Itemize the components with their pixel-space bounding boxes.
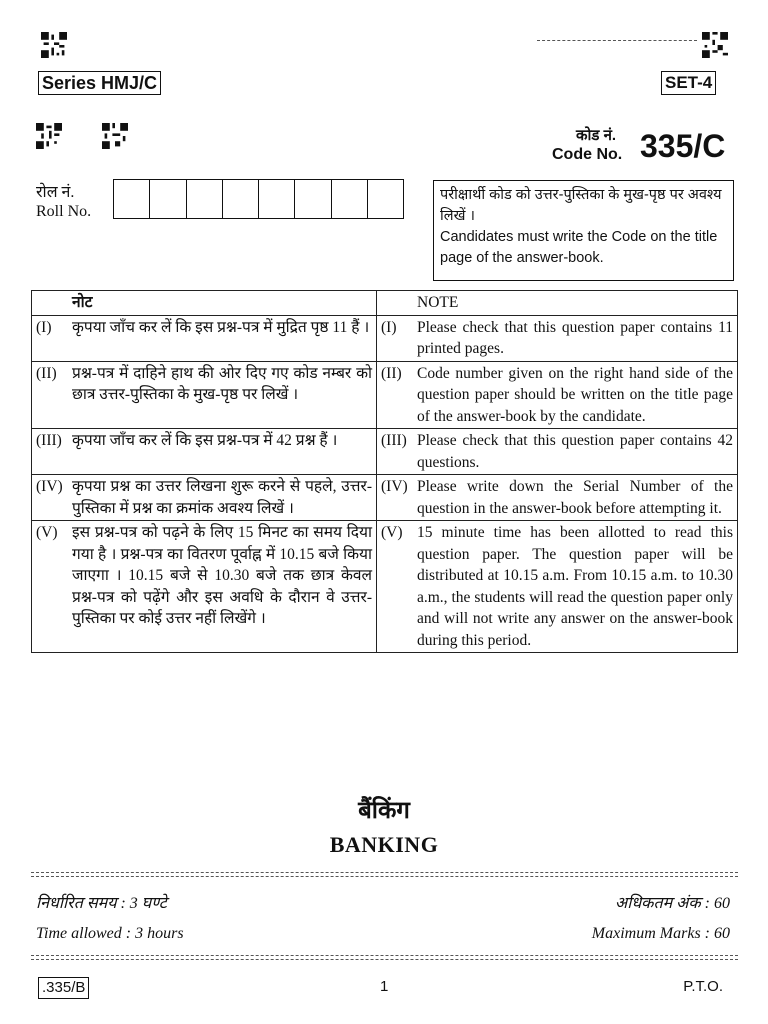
note-row [32, 361, 738, 429]
note-text-hindi: इस प्रश्न-पत्र को पढ़ने के लिए 15 मिनट का समय दिया गया है । प्रश्न-पत्र का वितरण पूर्वाह्न में 10.15 बजे किया जाएगा । 10.15 बजे से 10.30 बजे तक छात्र केवल प्रश्न-पत्र को पढ़ेंगे और इस अवधि के दौरान वे उत्तर-पुस्तिका पर कोई उत्तर नहीं लिखेंगे । [68, 521, 377, 653]
subject-title-english: BANKING [329, 832, 439, 857]
qr-code-icon [702, 32, 728, 58]
roll-digit-box[interactable] [295, 180, 331, 218]
subject-title-hindi: बैंकिंग [358, 798, 410, 824]
note-text-english: Please check that this question paper contains 11 printed pages. [413, 315, 738, 361]
code-label-hindi: कोड नं. [576, 127, 617, 144]
qr-code-icon [36, 123, 62, 149]
roll-digit-box[interactable] [368, 180, 403, 218]
notes-header-hindi: नोट [68, 291, 377, 316]
page-number: 1 [380, 978, 389, 995]
code-value: 335/C [640, 128, 726, 164]
code-instruction-hindi: परीक्षार्थी कोड को उत्तर-पुस्तिका के मुख-पृष्ठ पर अवश्य लिखें । [440, 187, 722, 224]
note-text-hindi: प्रश्न-पत्र में दाहिने हाथ की ओर दिए गए कोड नम्बर को छात्र उत्तर-पुस्तिका के मुख-पृष्ठ पर लिखें । [68, 361, 377, 429]
note-text-hindi: कृपया प्रश्न का उत्तर लिखना शुरू करने से पहले, उत्तर-पुस्तिका में प्रश्न का क्रमांक अवश्य लिखें । [68, 475, 377, 521]
note-row [32, 429, 738, 475]
time-allowed-hindi: निर्धारित समय : 3 घण्टे [36, 895, 167, 912]
roll-digit-box[interactable] [187, 180, 223, 218]
code-label-english: Code No. [552, 146, 623, 163]
time-allowed-english: Time allowed : 3 hours [36, 925, 184, 942]
note-row [32, 315, 738, 361]
separator-line [537, 40, 697, 41]
note-number: (II) [32, 361, 69, 429]
roll-digit-box[interactable] [223, 180, 259, 218]
qr-code-icon [102, 123, 128, 149]
separator-line [31, 872, 738, 873]
note-number: (IV) [32, 475, 69, 521]
notes-header-row [32, 291, 738, 316]
header-num-cell [377, 291, 414, 316]
note-number: (III) [377, 429, 414, 475]
pto-label: P.T.O. [683, 978, 723, 995]
note-row [32, 521, 738, 653]
series-label: Series HMJ/C [38, 71, 161, 95]
separator-line [31, 876, 738, 877]
separator-line [31, 955, 738, 956]
note-number: (V) [32, 521, 69, 653]
note-number: (II) [377, 361, 414, 429]
roll-digit-box[interactable] [150, 180, 186, 218]
note-text-english: Please write down the Serial Number of the question in the answer-book before attempting it. [413, 475, 738, 521]
code-instruction-english: Candidates must write the Code on the title page of the answer-book. [440, 229, 718, 266]
note-text-english: Please check that this question paper contains 42 questions. [413, 429, 738, 475]
set-label: SET-4 [661, 71, 716, 95]
roll-number-boxes[interactable] [113, 179, 404, 219]
note-number: (I) [377, 315, 414, 361]
roll-digit-box[interactable] [114, 180, 150, 218]
note-number: (III) [32, 429, 69, 475]
note-number: (V) [377, 521, 414, 653]
roll-label-english: Roll No. [36, 203, 92, 220]
separator-line [31, 959, 738, 960]
note-text-hindi: कृपया जाँच कर लें कि इस प्रश्न-पत्र में मुद्रित पृष्ठ 11 हैं । [68, 315, 377, 361]
max-marks-hindi: अधिकतम अंक : 60 [614, 895, 730, 912]
footer-code: .335/B [38, 977, 89, 999]
note-number: (IV) [377, 475, 414, 521]
qr-code-icon [41, 32, 67, 58]
note-text-english: 15 minute time has been allotted to read this question paper. The question paper will be distributed at 10.15 a.m. From 10.15 a.m. to 10.30 a.m., the students will read the question paper only and will not write any answer on the answer-book during this period. [413, 521, 738, 653]
notes-header-english: NOTE [413, 291, 738, 316]
code-instruction-box [433, 180, 734, 281]
note-row [32, 475, 738, 521]
notes-table [31, 290, 738, 653]
roll-label-hindi: रोल नं. [36, 184, 75, 201]
note-text-hindi: कृपया जाँच कर लें कि इस प्रश्न-पत्र में 42 प्रश्न हैं । [68, 429, 377, 475]
roll-digit-box[interactable] [259, 180, 295, 218]
roll-digit-box[interactable] [332, 180, 368, 218]
note-number: (I) [32, 315, 69, 361]
max-marks-english: Maximum Marks : 60 [591, 925, 730, 942]
header-num-cell [32, 291, 69, 316]
note-text-english: Code number given on the right hand side of the question paper should be written on the title page of the answer-book by the candidate. [413, 361, 738, 429]
